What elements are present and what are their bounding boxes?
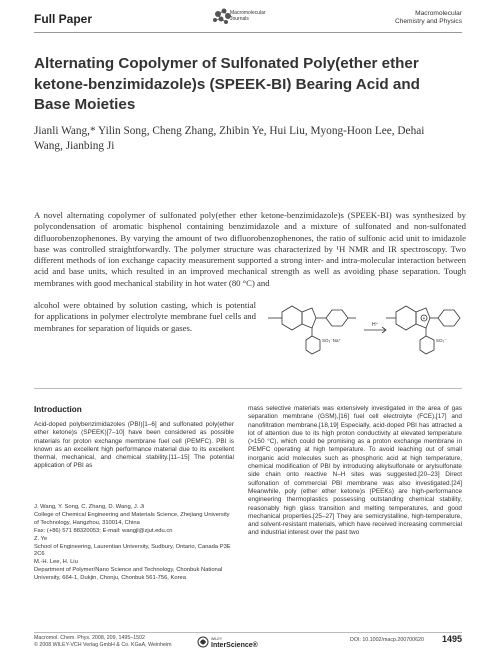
intro-right-column: mass selective materials was extensively investigated in the area of gas separation membrane (GSM),[16] fuel cell electrolyte (FCE),[17] and nanofiltration membrane.[18,19] Especially, acid-doped PBI has attracted a lot of attention due to its high proton conductivity at elevated temperature (>150 °C), which could be promising as a proton exchange membrane in PEMFC operating at high temperature. To avoid leaching out of small inorganic acid molecules such as phosphoric acid at high temperature, chemical modification of PBI by introducing alkylsulfonate or arylsulfonate side chain onto reactive N–H sites was suggested.[20–23] Direct sulfonation of commercial PBI membrane was also investigated.[24] Meanwhile, poly (ether ether ketone)s (PEEKs) are high-performance engineering thermoplastics possessing outstanding chemical stability, reasonably high glass transition and melting temperatures, and good mechanical properties.[25–27] They are semicrystalline, high-temperature, and solvent-resistant materials, which have received increasing commercial and industrial interest over the past two — [248, 405, 462, 537]
page-number: 1495 — [441, 634, 462, 644]
section-divider — [34, 388, 462, 389]
abstract: A novel alternating copolymer of sulfonated poly(ether ether ketone-benzimidazole)s (SPEEK-BI) was synthesized by polycondensation of aromatic bisphenol containing benzimidazole and a mixture of sulfonated and non-sulfonated difluorobenzophenones. By varying the amount of two difluorobenzophenones, the ratio of sulfonic acid unit to imidazole base was controlled straightforwardly. The polymer structure was characterized by ¹H NMR and IR spectroscopy. Two different methods of ion exchange capacity measurement supported a strong inter- and intra-molecular interaction between acid and base units, which resulted in an improved mechanical strength as well as avoiding phase separation. Tough membranes with good mechanical stability in hot water (80 °C) and — [34, 210, 466, 288]
intro-heading: Introduction — [34, 405, 82, 414]
wiley-interscience-logo — [196, 634, 296, 650]
scheme-label-right: SO₃⁻ — [436, 338, 447, 343]
copyright-line: © 2008 WILEY-VCH Verlag GmbH & Co. KGaA, Weinheim — [34, 642, 172, 648]
affiliation-line: Z. Ye — [34, 535, 48, 542]
author-list: Jianli Wang,* Yilin Song, Cheng Zhang, Zhibin Ye, Hui Liu, Myong-Hoon Lee, Dehai Wang, Jianbing Ji — [34, 125, 425, 152]
scheme-label-left: SO₃⁻Na⁺ — [322, 338, 341, 343]
journal-name — [395, 10, 462, 26]
journal-line-2: Chemistry and Physics — [394, 18, 462, 25]
affiliations — [34, 504, 236, 583]
paper-title: Alternating Copolymer of Sulfonated Poly(ether ether ketone-benzimidazole)s (SPEEK-BI) Bearing Acid and Base Moieties — [34, 55, 420, 113]
footer-divider — [34, 632, 462, 633]
scheme-charge: + — [422, 316, 426, 322]
header-divider — [34, 32, 462, 33]
footer-citation — [34, 635, 172, 649]
affiliation-line: Department of Polymer/Nano Science and Technology, Chonbuk National University, 664-1, Dukjin, Chonju, Chonbuk 561-756, Korea — [34, 567, 223, 582]
logo-text — [230, 10, 266, 22]
reaction-scheme — [262, 302, 466, 370]
section-label: Full Paper — [34, 12, 93, 26]
interscience-text: InterScience® — [211, 642, 258, 649]
wiley-small-text: WILEY — [211, 637, 223, 641]
affiliation-line: M.-H. Lee, H. Liu — [34, 559, 78, 566]
doi: DOI: 10.1002/macp.200700620 — [350, 637, 424, 643]
logo-line-1: Macromolecular — [230, 10, 266, 16]
abstract-tail: alcohol were obtained by solution casting, which is potential for applications in polymer electrolyte membrane fuel cells and membranes for separation of liquids or gases. — [34, 300, 256, 333]
affiliation-line: College of Chemical Engineering and Materials Science, Zhejiang University of Technology, Hangzhou, 310014, China — [34, 511, 230, 526]
citation-line: Macromol. Chem. Phys. 2008, 209, 1495–1502 — [34, 635, 146, 641]
logo-line-2: Journals — [230, 16, 249, 22]
affiliation-line: J. Wang, Y. Song, C. Zhang, D. Wang, J. Ji — [34, 504, 145, 510]
intro-left-column: Acid-doped polybenzimidazoles (PBI)[1–6] and sulfonated poly(ether ether ketone)s (SPEEK)[7–10] have been considered as possible materials for proton exchange membrane fuel cell (PEMFC). PBI is known as an excellent high performance material due to its excellent thermal, mechanical, and chemical stability.[11–15] The potential application of PBI as — [34, 421, 234, 470]
affiliation-line: School of Engineering, Laurentian University, Sudbury, Ontario, Canada P3E 2C6 — [34, 543, 231, 558]
affiliation-line: Fax: (+86) 571 88320053; E-mail: wangjl@zjut.edu.cn — [34, 527, 173, 534]
journal-line-1: Macromolecular — [415, 10, 462, 17]
scheme-arrow-label: H⁺ — [372, 322, 379, 328]
